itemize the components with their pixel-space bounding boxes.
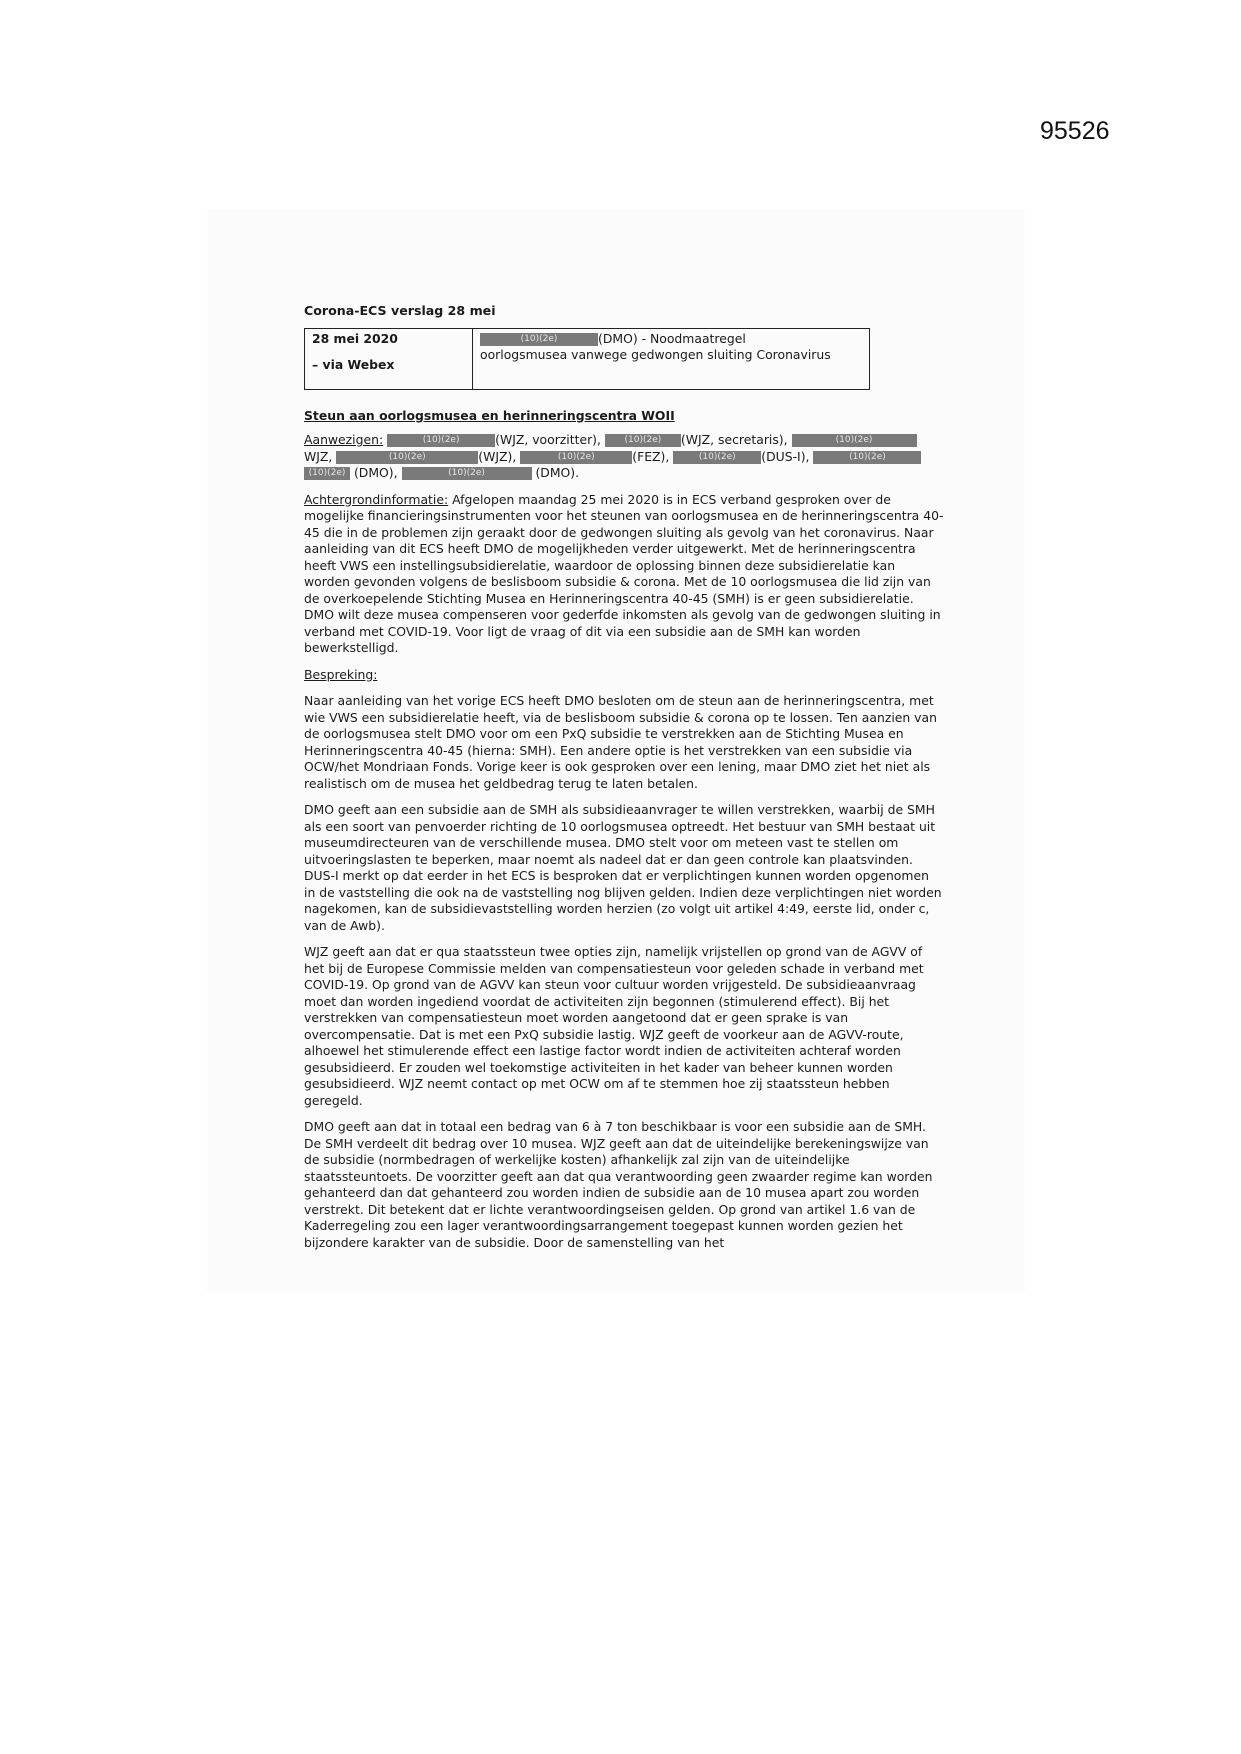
redaction-block: (10)(2e) [520,451,632,464]
meeting-via: – via Webex [312,357,395,372]
attendee-role: (DUS-I), [761,448,810,464]
redaction-block: (10)(2e) [387,434,495,447]
discussion-label: Bespreking: [304,666,378,682]
discussion-paragraph: DMO geeft aan dat in totaal een bedrag van 6 à 7 ton beschikbaar is voor een subsidie aan de SMH. De SMH verdeelt dit bedrag over 10 musea. WJZ geeft aan dat de uiteindelijke berekeningswijze van de subsidie (normbedragen of werkelijke kosten) afhankelijk zal zijn van de uiteindelijke staatssteuntoets. De voorzitter geeft aan dat qua verantwoording geen zwaarder regime kan worden gehanteerd dan dat gehanteerd zou worden indien de subsidie aan de 10 musea apart zou worden verstrekt. Dit betekent dat er lichte verantwoordingseisen gelden. Op grond van artikel 1.6 van de Kaderregeling zou een lager verantwoordingsarrangement toegepast kunnen worden gezien het bijzondere karakter van de subsidie. Door de samenstelling van het [304,1119,933,1250]
meeting-date: 28 mei 2020 [312,330,398,346]
redaction-block: (10)(2e) [673,451,761,464]
attendee-role: (DMO), [353,465,398,480]
background-paragraph [304,492,944,657]
section-title: Steun aan oorlogsmusea en herinneringscentra WOII [304,407,675,423]
background-text: Afgelopen maandag 25 mei 2020 is in ECS verband gesproken over de mogelijke financieringsinstrumenten voor het steunen van oorlogsmusea en de herinneringscentra 40-45 die in de problemen zijn geraakt door de gedwongen sluiting als gevolg van het coronavirus. Naar aanleiding van dit ECS heeft DMO de mogelijkheden verder uitgewerkt. Met de herinneringscentra heeft VWS een instellingsubsidierelatie, waardoor de oplossing binnen deze subsidierelatie kan worden gevonden volgens de beslisboom subsidie & corona. Met de 10 oorlogsmusea die lid zijn van de overkoepelende Stichting Musea en Herinneringscentra 40-45 (SMH) is er geen subsidierelatie. DMO wilt deze musea compenseren voor gederfde inkomsten als gevolg van de gedwongen sluiting in verband met COVID-19. Voor ligt de vraag of dit via een subsidie aan de SMH kan worden bewerkstelligd. [304,491,944,655]
redaction-block: (10)(2e) [605,434,681,447]
attendees-label: Aanwezigen: [304,432,384,447]
attendee-role: WJZ, [304,448,333,464]
attendee-role: (DMO). [535,465,580,480]
redaction-block: (10)(2e) [402,467,532,480]
attendee-role: (WJZ, voorzitter), [495,432,601,447]
report-title: Corona-ECS verslag 28 mei [304,303,496,318]
discussion-paragraph: Naar aanleiding van het vorige ECS heeft DMO besloten om de steun aan de herinneringscentra, met wie VWS een subsidierelatie heeft, via de beslisboom subsidie & corona op te lossen. Ten aanzien van de oorlogsmusea stelt DMO voor om een PxQ subsidie te verstrekken aan de Stichting Musea en Herinneringscentra 40-45 (hierna: SMH). Een andere optie is het verstrekken van een subsidie via OCW/het Mondriaan Fonds. Vorige keer is ook gesproken over een lening, maar DMO ziet het niet als realistisch om de musea het geldbedrag terug te laten betalen. [304,693,937,791]
redaction-block: (10)(2e) [813,451,921,464]
meta-subject-cell [473,328,870,389]
attendee-role: (FEZ), [632,448,670,464]
discussion-paragraph: WJZ geeft aan dat er qua staatssteun twee opties zijn, namelijk vrijstellen op grond van de AGVV of het bij de Europese Commissie melden van compensatiesteun voor geleden schade in verband met COVID-19. Op grond van de AGVV kan steun voor cultuur worden vrijgesteld. De subsidieaanvraag moet dan worden ingediend voordat de activiteiten zijn begonnen (stimulerend effect). Bij het verstrekken van compensatiesteun moet worden aangetoond dat er geen sprake is van overcompensatie. Dat is met een PxQ subsidie lastig. WJZ geeft de voorkeur aan de AGVV-route, alhoewel het stimulerende effect een lastige factor wordt indien de activiteiten achteraf worden gesubsidieerd. Er zouden wel toekomstige activiteiten in het kader van beheer kunnen worden gesubsidieerd. WJZ neemt contact op met OCW om af te stemmen hoe zij staatssteun hebben geregeld. [304,944,924,1108]
redaction-block: (10)(2e) [480,333,598,346]
meta-table [304,328,870,390]
report-body [304,303,944,1261]
redaction-block: (10)(2e) [336,451,478,464]
redaction-block: (10)(2e) [304,467,350,480]
document-number: 95526 [1040,117,1110,145]
discussion-paragraph: DMO geeft aan een subsidie aan de SMH als subsidieaanvrager te willen verstrekken, waarbij de SMH als een soort van penvoerder richting de 10 oorlogsmusea optreedt. Het bestuur van SMH bestaat uit museumdirecteuren van de verschillende musea. DMO stelt voor om meteen vast te stellen om uitvoeringslasten te beperken, maar noemt als nadeel dat er dan geen controle kan plaatsvinden. DUS-I merkt op dat eerder in het ECS is besproken dat er verplichtingen kunnen worden opgenomen in de vaststelling die ook na de vaststelling nog blijven gelden. Indien deze verplichtingen niet worden nagekomen, kan de subsidievaststelling worden herzien (zo volgt uit artikel 4:49, eerste lid, onder c, van de Awb). [304,802,942,933]
subject-part2: oorlogsmusea vanwege gedwongen sluiting Coronavirus [480,347,831,362]
subject-part1: (DMO) - Noodmaatregel [598,330,746,346]
attendee-role: (WJZ), [478,448,517,464]
attendee-role: (WJZ, secretaris), [680,432,788,447]
meta-date-cell [305,328,473,389]
attendees [304,432,944,482]
background-label: Achtergrondinformatie: [304,491,449,507]
redaction-block: (10)(2e) [792,434,917,447]
